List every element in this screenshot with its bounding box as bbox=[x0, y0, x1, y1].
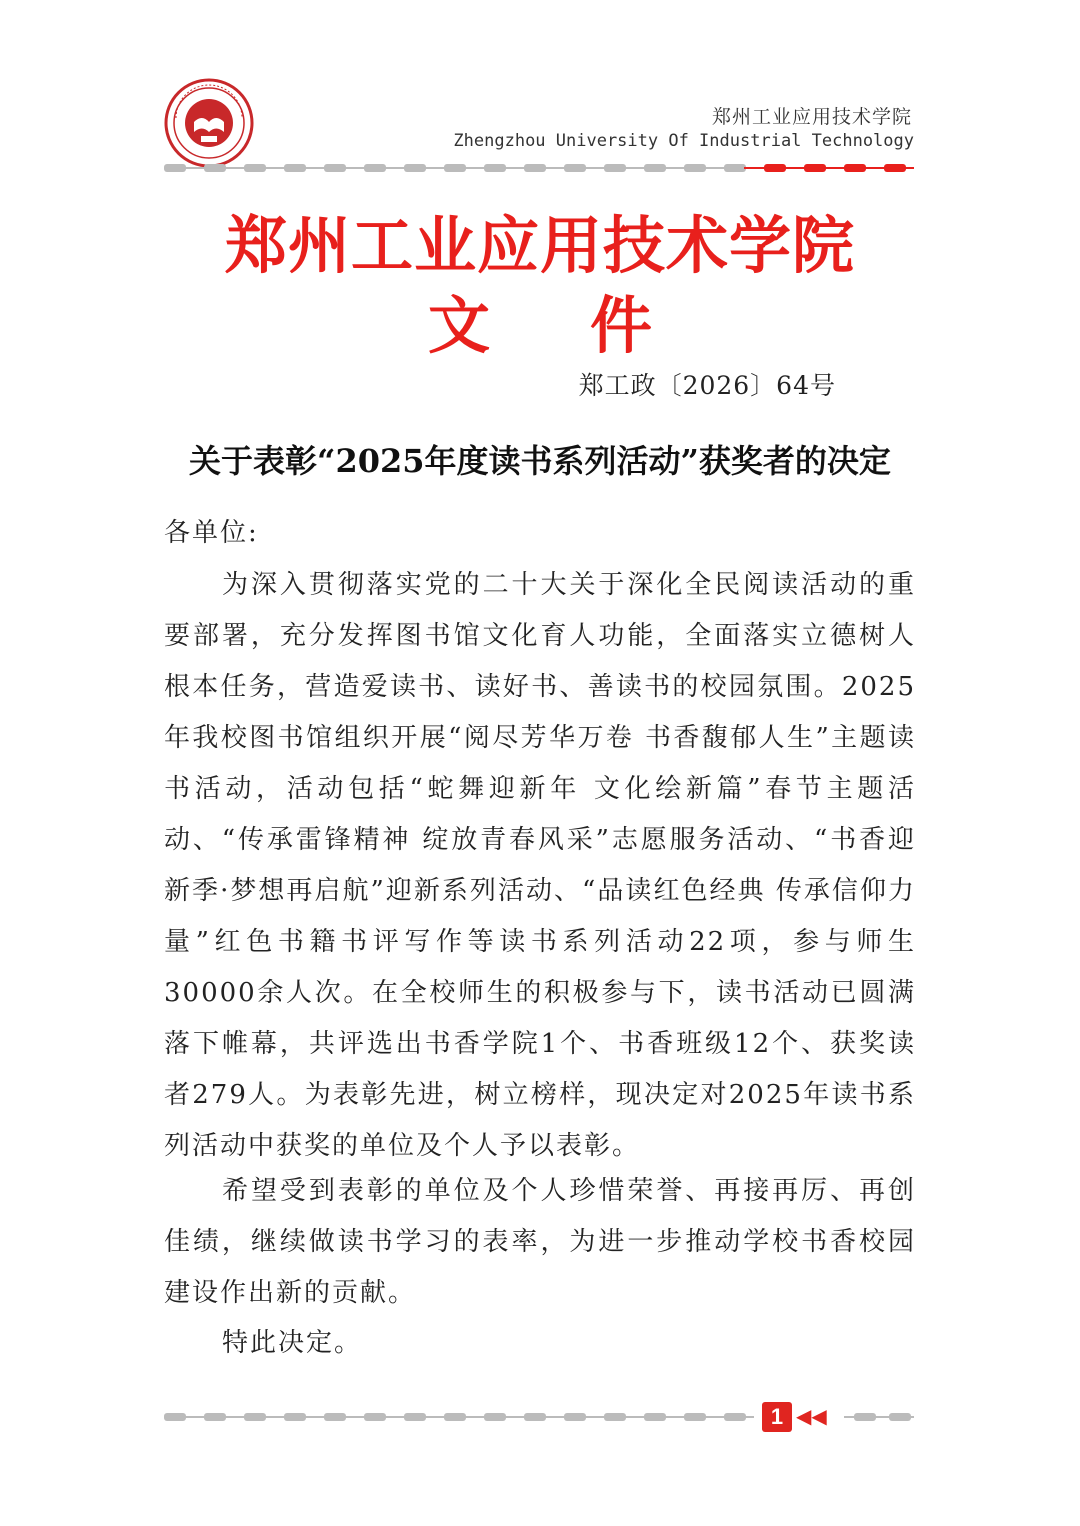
header-decorative-rule bbox=[164, 162, 914, 174]
document-issuer-title: 郑州工业应用技术学院 bbox=[224, 209, 855, 282]
salutation: 各单位: bbox=[164, 518, 259, 548]
document-type-title bbox=[0, 276, 1080, 365]
body-paragraph-1: 为深入贯彻落实党的二十大关于深化全民阅读活动的重要部署，充分发挥图书馆文化育人功能，全面落实立德树人根本任务，营造爱读书、读好书、善读书的校园氛围。2025年我校图书馆组织开展“阅尽芳华万卷 书香馥郁人生”主题读书活动，活动包括“蛇舞迎新年 文化绘新篇”春节主题活动、“传承雷锋精神 绽放青春风采”志愿服务活动、“书香迎新季·梦想再启航”迎新系列活动、“品读红色经典 传承信仰力量”红色书籍书评写作等读书系列活动22项，参与师生30000余人次。在全校师生的积极参与下，读书活动已圆满落下帷幕，共评选出书香学院1个、书香班级12个、获奖读者279人。为表彰先进，树立榜样，现决定对2025年读书系列活动中获奖的单位及个人予以表彰。 bbox=[164, 570, 916, 1161]
body-paragraph-3: 特此决定。 bbox=[222, 1328, 363, 1358]
header-school-name-en: Zhengzhou University Of Industrial Technology bbox=[453, 131, 914, 151]
document-type-char-2: 件 bbox=[590, 289, 653, 362]
header-school-name-cn: 郑州工业应用技术学院 bbox=[711, 106, 912, 128]
document-type-char-1: 文 bbox=[427, 289, 490, 362]
school-emblem-icon bbox=[164, 78, 254, 168]
double-left-arrow-icon: ◀◀ bbox=[796, 1404, 827, 1428]
decision-title: 关于表彰“2025年度读书系列活动”获奖者的决定 bbox=[189, 442, 891, 480]
page-number-badge: 1 bbox=[762, 1402, 792, 1432]
document-number: 郑工政〔2026〕64号 bbox=[578, 371, 836, 400]
body-paragraph-2: 希望受到表彰的单位及个人珍惜荣誉、再接再厉、再创佳绩，继续做读书学习的表率，为进一步推动学校书香校园建设作出新的贡献。 bbox=[164, 1176, 916, 1308]
